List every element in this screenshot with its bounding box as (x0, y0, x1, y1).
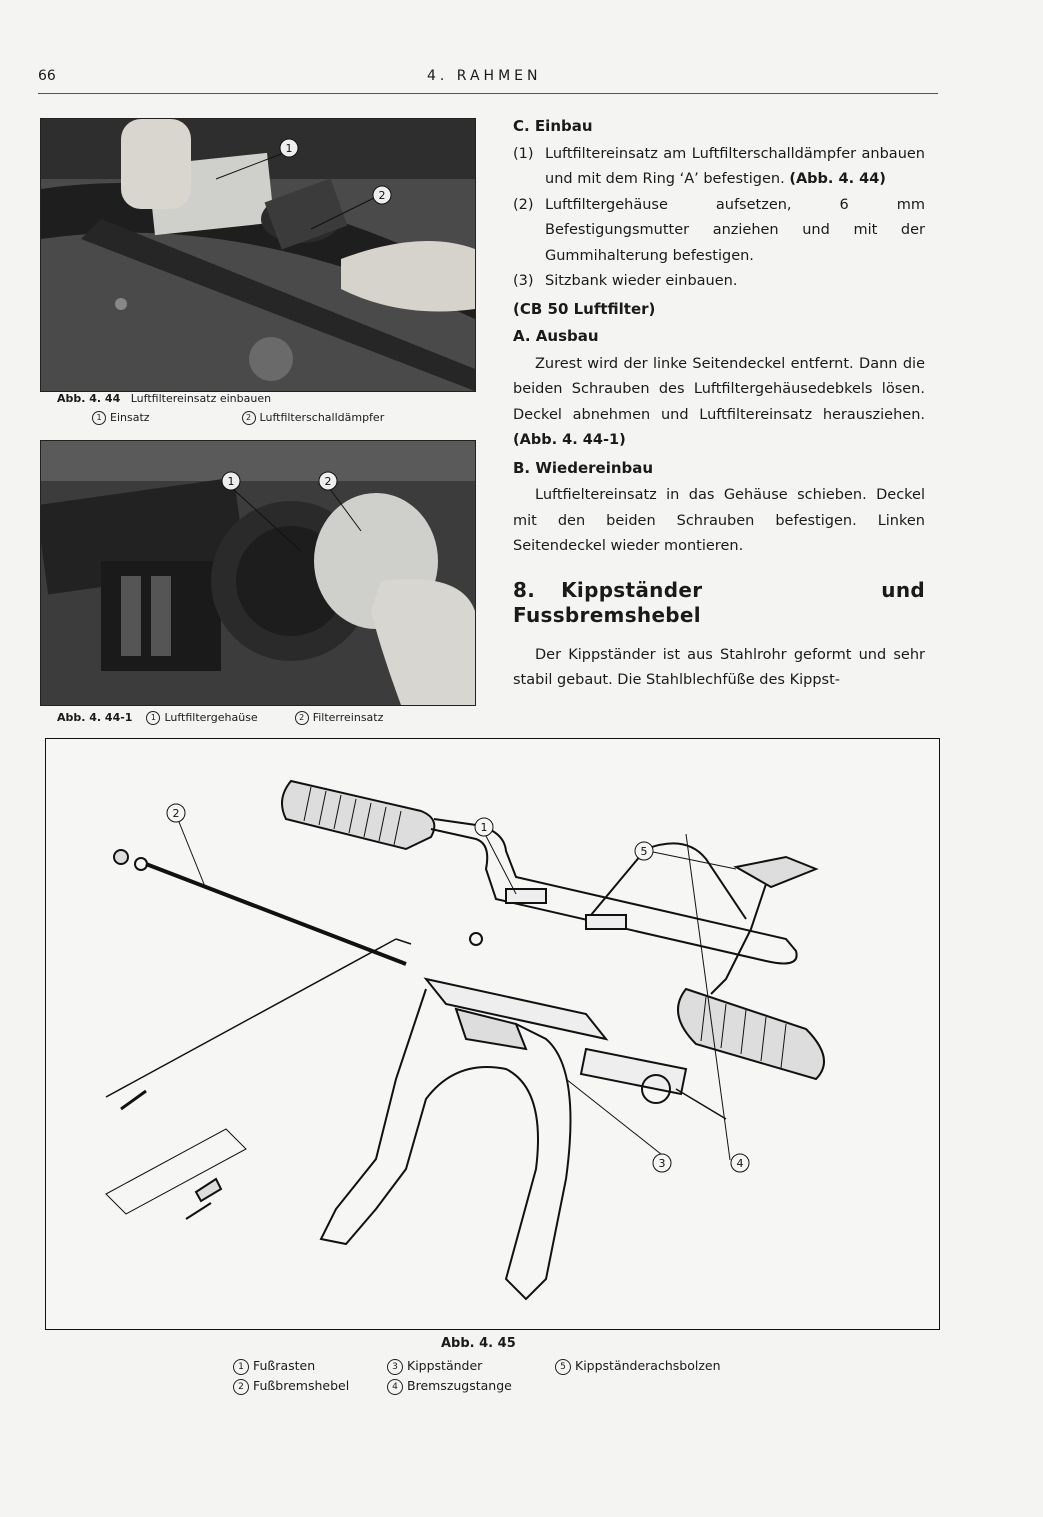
caption-num-2: 2 (242, 411, 256, 425)
item-num: (3) (513, 273, 534, 289)
caption-fig-4-44 (57, 391, 271, 407)
caption-fig-4-44-labels (92, 410, 384, 426)
caption-fig-4-44-text: Luftfiltereinsatz einbauen (130, 392, 272, 405)
text-column (513, 112, 925, 694)
heading-a-ausbau: A. Ausbau (513, 327, 599, 345)
legend-num: 1 (233, 1359, 249, 1375)
legend-num: 5 (555, 1359, 571, 1375)
caption-fig-4-45: Abb. 4. 45 (441, 1336, 516, 1351)
legend-col-1 (233, 1356, 349, 1396)
einbau-item-1 (513, 142, 925, 193)
label-einsatz: Einsatz (110, 411, 150, 424)
diagram-callout-1: 1 (480, 821, 488, 834)
caption-fig-4-44-title: Abb. 4. 44 (57, 392, 121, 405)
header-rule (38, 93, 938, 94)
diagram-callout-4: 4 (736, 1157, 744, 1170)
photo-illustration-2 (41, 441, 475, 705)
legend-label: Kippständerachsbolzen (575, 1358, 721, 1373)
section-number: 8. (513, 577, 536, 602)
item-num: (2) (513, 196, 534, 213)
legend-item-5 (555, 1356, 721, 1376)
heading-c-einbau: C. Einbau (513, 117, 593, 135)
ausbau-ref: (Abb. 4. 44-1) (513, 432, 626, 448)
legend-item-3 (387, 1356, 512, 1376)
wiedereinbau-text: Luftfieltereinsatz in das Gehäuse schieben. Deckel mit den beiden Schrauben befestigen. Linken Seitendeckel wieder montieren. (513, 487, 925, 554)
item-text: Luftfiltergehäuse aufsetzen, 6 mm Befestigungsmutter anziehen und mit der Gummihalterung befestigen. (545, 196, 925, 264)
section-title: Kippständer und Fussbremshebel (513, 577, 925, 627)
photo2-callout-2: 2 (324, 475, 332, 488)
ausbau-text (513, 352, 925, 454)
page-number: 66 (38, 68, 56, 84)
legend-item-4 (387, 1376, 512, 1396)
einbau-item-3 (513, 269, 925, 295)
photo-callout-2: 2 (378, 189, 386, 202)
label-schalldaempfer: Luftfilterschalldämpfer (259, 411, 385, 424)
photo-illustration (41, 119, 475, 391)
caption-fig-4-44-1-title: Abb. 4. 44-1 (57, 711, 133, 724)
caption2-num-1: 1 (146, 711, 160, 725)
legend-item-2 (233, 1376, 349, 1396)
legend-num: 2 (233, 1379, 249, 1395)
caption2-num-2: 2 (295, 711, 309, 725)
exploded-diagram-kippstaender (45, 738, 940, 1330)
diagram-callout-5: 5 (640, 845, 648, 858)
einbau-item-2 (513, 193, 925, 270)
heading-b-wiedereinbau: B. Wiedereinbau (513, 458, 654, 477)
item-text: Sitzbank wieder einbauen. (545, 273, 738, 289)
photo-callout-1: 1 (285, 142, 293, 155)
label-filterreinsatz: Filterreinsatz (312, 711, 384, 724)
item-ref: (Abb. 4. 44) (789, 171, 886, 187)
section-heading (513, 578, 925, 629)
legend-label: Fußrasten (253, 1358, 316, 1373)
label-gehaeuse: Luftfiltergehaüse (164, 711, 258, 724)
photo2-callout-1: 1 (227, 475, 235, 488)
item-text: Luftfiltereinsatz am Luftfilterschalldämpfer anbauen und mit dem Ring ‘A’ befestigen. (545, 145, 925, 187)
ausbau-body: Zurest wird der linke Seitendeckel entfernt. Dann die beiden Schrauben des Luftfiltergehäusedebkels lösen. Deckel abnehmen und Luftfiltereinsatz herausziehen. (513, 355, 925, 423)
heading-cb50: (CB 50 Luftfilter) (513, 299, 656, 318)
legend-col-2 (387, 1356, 512, 1396)
chapter-title: 4. RAHMEN (427, 68, 542, 84)
diagram-drawing (46, 739, 939, 1329)
legend-label: Bremszugstange (407, 1378, 512, 1393)
legend-num: 4 (387, 1379, 403, 1395)
item-num: (1) (513, 145, 534, 162)
legend-num: 3 (387, 1359, 403, 1375)
caption-num-1: 1 (92, 411, 106, 425)
diagram-callout-3: 3 (658, 1157, 666, 1170)
photo-air-filter-housing (40, 440, 476, 706)
legend-label: Kippständer (407, 1358, 483, 1373)
legend-item-1 (233, 1356, 349, 1376)
caption-fig-4-44-1 (57, 710, 383, 726)
legend-label: Fußbremshebel (253, 1378, 350, 1393)
diagram-callout-2: 2 (172, 807, 180, 820)
section-text: Der Kippständer ist aus Stahlrohr geformt und sehr stabil gebaut. Die Stahlblechfüße des Kippst- (513, 646, 925, 688)
photo-air-filter-install (40, 118, 476, 392)
legend-col-3 (555, 1356, 721, 1376)
